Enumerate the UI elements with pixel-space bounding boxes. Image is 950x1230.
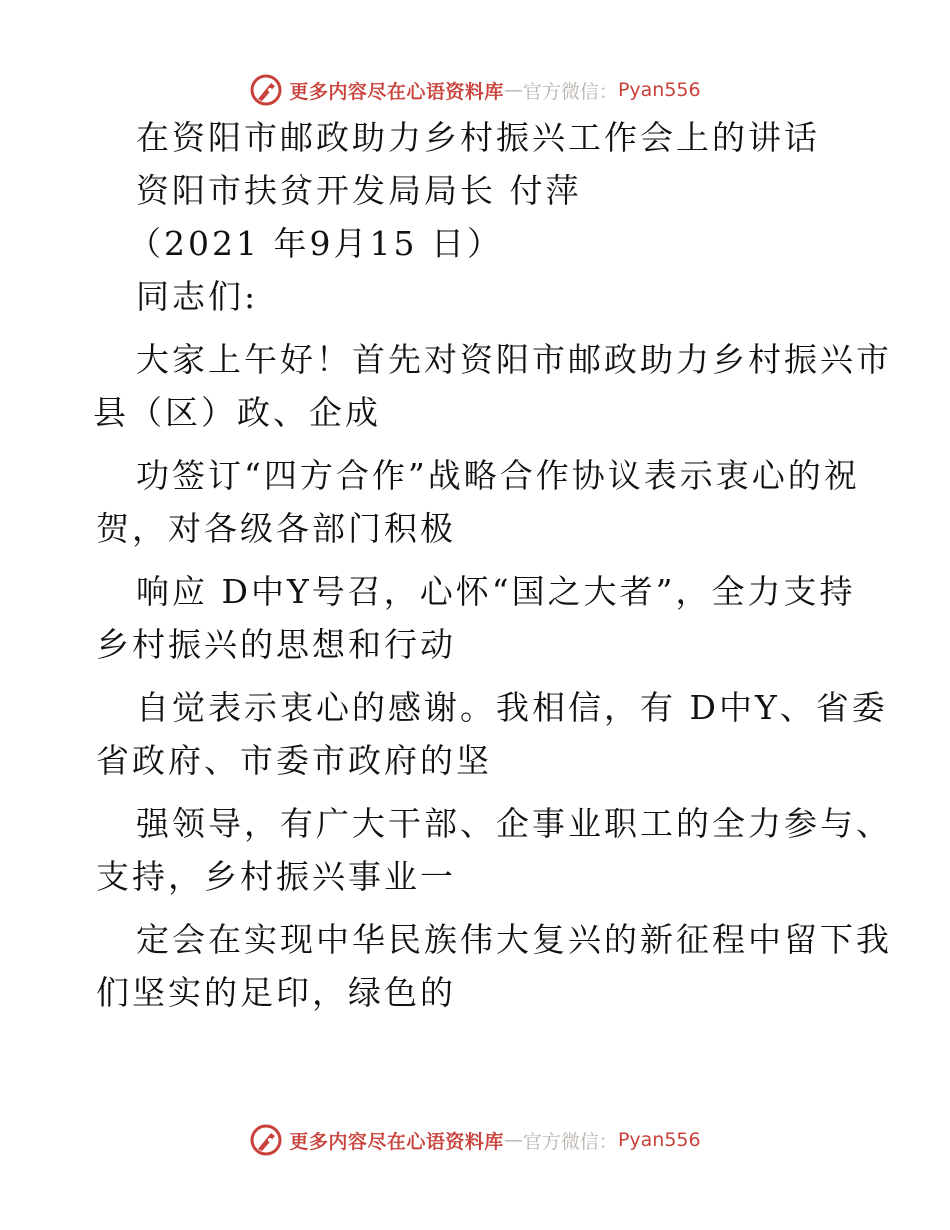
paragraph-4-line-2: 省政府、市委市政府的坚: [96, 741, 492, 780]
document-title: 在资阳市邮政助力乡村振兴工作会上的讲话: [136, 118, 820, 157]
footer-wechat-label: 官方微信：: [522, 1130, 618, 1153]
banner-dash: —: [503, 79, 523, 101]
footer-wechat-id: Pyan556: [617, 1129, 701, 1151]
header-banner: [0, 70, 950, 110]
paragraph-5-line-2: 支持，乡村振兴事业一: [96, 857, 456, 896]
document-speaker: 资阳市扶贫开发局局长 付萍: [136, 171, 582, 210]
paragraph-2-line-2: 贺，对各级各部门积极: [96, 509, 456, 548]
footer-site-name: 更多内容尽在心语资料库: [289, 1130, 504, 1153]
document-body: [93, 118, 892, 1013]
document-date: （2021 年9月15 日）: [128, 224, 503, 263]
pen-logo-icon: [249, 73, 283, 107]
paragraph-1-line-2: 县（区）政、企成: [93, 393, 381, 432]
paragraph-5-line-1: 强领导，有广大干部、企事业职工的全力参与、: [136, 804, 892, 843]
paragraph-1-line-1: 大家上午好！首先对资阳市邮政助力乡村振兴市: [136, 340, 892, 379]
banner-wechat-id: Pyan556: [617, 79, 701, 101]
paragraph-2-line-1: 功签订“四方合作”战略合作协议表示衷心的祝: [136, 456, 860, 495]
banner-site-name: 更多内容尽在心语资料库: [289, 80, 504, 103]
paragraph-3-line-1: 响应 D中Y号召，心怀“国之大者”，全力支持: [136, 572, 856, 611]
banner-wechat-label: 官方微信：: [522, 80, 618, 103]
paragraph-6-line-2: 们坚实的足印，绿色的: [96, 973, 456, 1012]
paragraph-3-line-2: 乡村振兴的思想和行动: [96, 625, 456, 664]
document-salutation: 同志们:: [136, 277, 259, 316]
pen-logo-icon: [249, 1123, 283, 1157]
footer-dash: —: [503, 1129, 523, 1151]
footer-banner: [0, 1120, 950, 1160]
paragraph-6-line-1: 定会在实现中华民族伟大复兴的新征程中留下我: [136, 920, 892, 959]
paragraph-4-line-1: 自觉表示衷心的感谢。我相信，有 D中Y、省委: [136, 688, 888, 727]
